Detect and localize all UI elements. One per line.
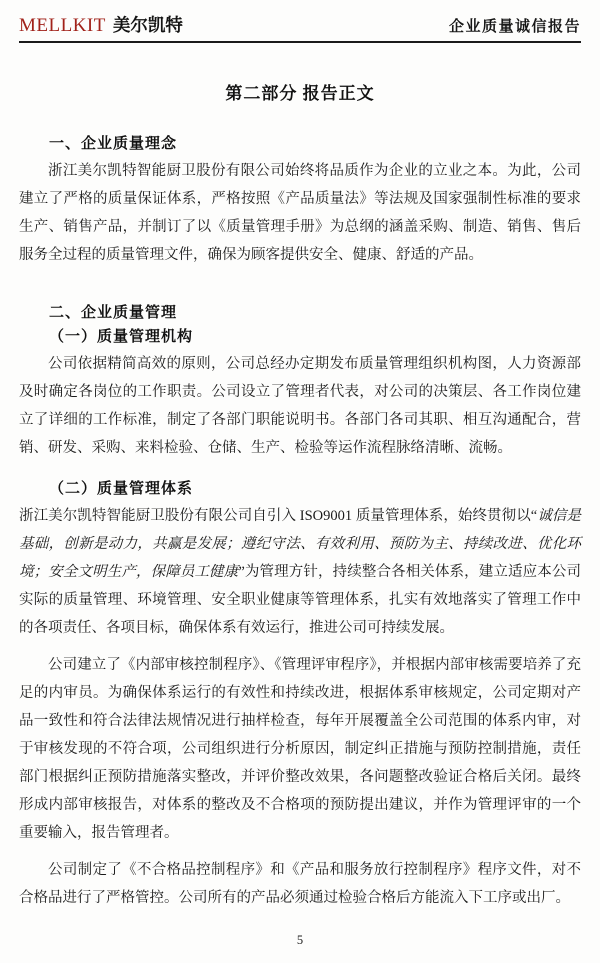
internal-audit-paragraph: 公司建立了《内部审核控制程序》、《管理评审程序》，并根据内部审核需要培养了充足的内审员。为确保体系运行的有效性和持续改进，根据体系审核规定，公司定期对产品一致性和符合法律法规情况进行抽样检查，每年开展覆盖全公司范围的体系内审，对于审核发现的不符合项，公司组织进行分析原因，制定纠正措施与预防控制措施，责任部门根据纠正预防措施落实整改，并评价整改效果，各问题整改验证合格后关闭。最终形成内部审核报告，对体系的整改及不合格项的预防提出建议，并作为管理评审的一个重要输入，报告管理者。 [19,657,581,841]
subsection-heading-quality-org: （一）质量管理机构 [49,328,194,345]
page-title: 第二部分 报告正文 [225,84,375,103]
header-report-title: 企业质量诚信报告 [448,19,581,35]
brand-wordmark [19,12,183,37]
nonconforming-control-paragraph: 公司制定了《不合格品控制程序》和《产品和服务放行控制程序》程序文件，对不合格品进行了严格管控。公司所有的产品必须通过检验合格后方能流入下工序或出厂。 [19,862,581,906]
brand-wordmark-en: MELLKIT [19,15,106,36]
page-number: 5 [296,933,304,947]
report-header [19,0,581,43]
section-heading-quality-philosophy: 一、企业质量理念 [49,135,178,152]
quality-policy-motto: 诚信是基础，创新是动力，共赢是发展；遵纪守法、有效利用、预防为主、持续改进、优化环境；安全文明生产，保障员工健康 [19,508,581,580]
quality-system-text-before-motto: 浙江美尔凯特智能厨卫股份有限公司自引入 ISO9001 质量管理体系，始终贯彻以“ [19,508,538,524]
brand-wordmark-cn: 美尔凯特 [112,15,183,35]
quality-system-text-after-motto: ”为管理方针，持续整合各相关体系，建立适应本公司实际的质量管理、环境管理、安全职业健康等管理体系，扎实有效地落实了管理工作中的各项责任、各项目标，确保体系有效运行，推进公司可持续发展。 [19,564,582,636]
quality-philosophy-paragraph: 浙江美尔凯特智能厨卫股份有限公司始终将品质作为企业的立业之本。为此，公司建立了严格的质量保证体系，严格按照《产品质量法》等法规及国家强制性标准的要求生产、销售产品，并制订了以《质量管理手册》为总纲的涵盖采购、制造、销售、售后服务全过程的质量管理文件，确保为顾客提供安全、健康、舒适的产品。 [19,163,581,263]
quality-org-paragraph: 公司依据精简高效的原则，公司总经办定期发布质量管理组织机构图，人力资源部及时确定各岗位的工作职责。公司设立了管理者代表，对公司的决策层、各工作岗位建立了详细的工作标准，制定了各部门职能说明书。各部门各司其职、相互沟通配合，营销、研发、采购、来料检验、仓储、生产、检验等运作流程脉络清晰、流畅。 [19,356,581,456]
quality-system-paragraph [19,502,581,642]
section-heading-quality-management: 二、企业质量管理 [49,304,178,321]
subsection-heading-quality-system: （二）质量管理体系 [49,480,194,497]
